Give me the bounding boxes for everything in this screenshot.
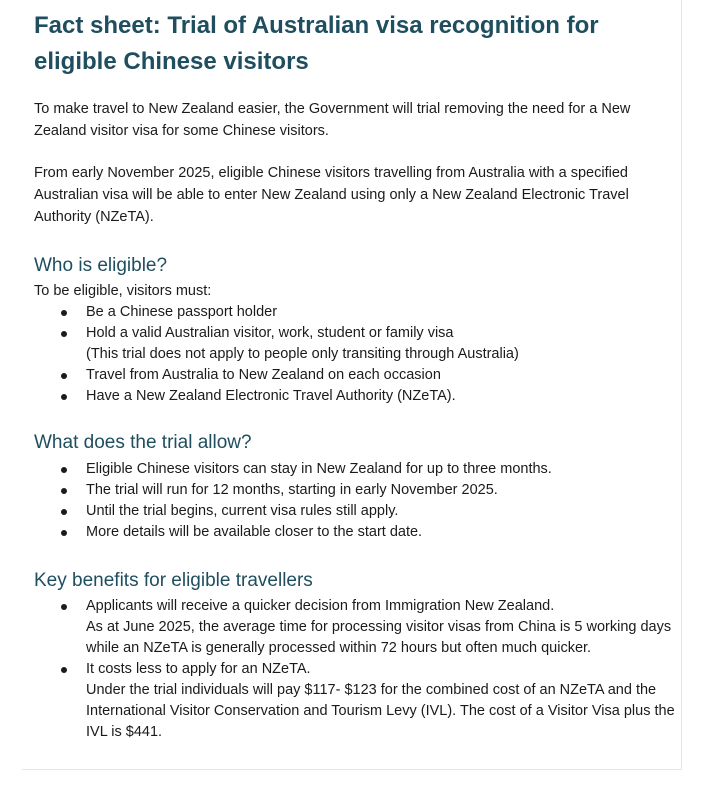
list-item (34, 659, 684, 743)
list-item (34, 501, 684, 522)
list-item-detail: As at June 2025, the average time for processing visitor visas from China is 5 working days while an NZeTA is generally processed within 72 hours but often much quicker. (86, 619, 672, 656)
benefits-list (34, 596, 684, 743)
list-item (34, 323, 684, 365)
intro-paragraph-2: From early November 2025, eligible Chinese visitors travelling from Australia with a specified Australian visa will be able to enter New Zealand using only a New Zealand Electronic Travel Authority (NZeTA). (34, 165, 629, 225)
eligible-heading: Who is eligible? (34, 255, 168, 276)
allow-heading: What does the trial allow? (34, 432, 252, 453)
list-item-note: (This trial does not apply to people only transiting through Australia) (86, 346, 519, 362)
list-item (34, 596, 684, 659)
list-item-text: More details will be available closer to the start date. (86, 524, 423, 540)
list-item (34, 522, 684, 543)
allow-list (34, 459, 684, 543)
list-item-detail: Under the trial individuals will pay $117- $123 for the combined cost of an NZeTA and the International Visitor Conservation and Tourism Levy (IVL). The cost of a Visitor Visa plus the IVL is $441. (86, 682, 675, 740)
list-item-text: Be a Chinese passport holder (86, 304, 278, 320)
list-item (34, 480, 684, 501)
list-item-text: Travel from Australia to New Zealand on each occasion (86, 367, 441, 383)
benefits-heading: Key benefits for eligible travellers (34, 570, 313, 591)
eligible-lead: To be eligible, visitors must: (34, 283, 212, 299)
eligible-list (34, 302, 684, 407)
list-item (34, 365, 684, 386)
list-item-text: Applicants will receive a quicker decision from Immigration New Zealand. (86, 598, 555, 614)
page-title: Fact sheet: Trial of Australian visa recognition for eligible Chinese visitors (34, 12, 599, 75)
list-item (34, 386, 684, 407)
list-item (34, 459, 684, 480)
list-item (34, 302, 684, 323)
list-item-text: Hold a valid Australian visitor, work, student or family visa (86, 325, 454, 341)
intro-paragraph-1: To make travel to New Zealand easier, the Government will trial removing the need for a New Zealand visitor visa for some Chinese visitors. (34, 101, 631, 139)
list-item-text: It costs less to apply for an NZeTA. (86, 661, 311, 677)
list-item-text: Eligible Chinese visitors can stay in New Zealand for up to three months. (86, 461, 552, 477)
list-item-text: The trial will run for 12 months, starting in early November 2025. (86, 482, 498, 498)
list-item-text: Until the trial begins, current visa rules still apply. (86, 503, 399, 519)
list-item-text: Have a New Zealand Electronic Travel Authority (NZeTA). (86, 388, 456, 404)
